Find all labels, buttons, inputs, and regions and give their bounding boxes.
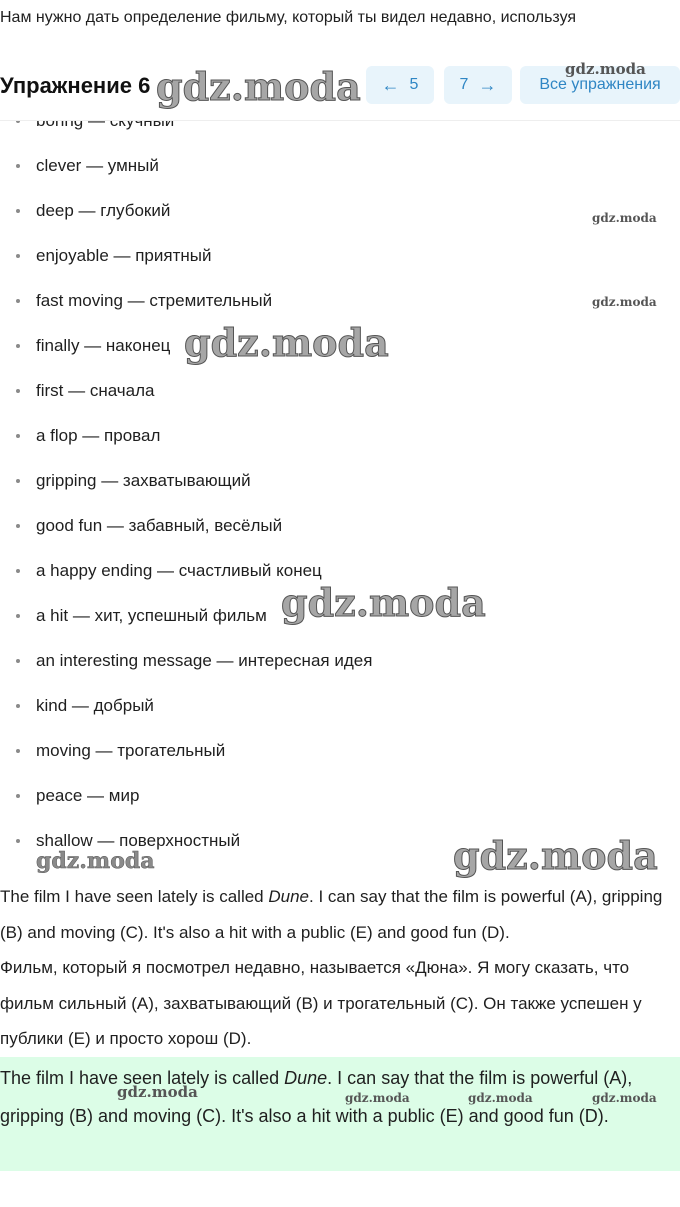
vocab-entry: finally — наконец [36,336,171,355]
watermark: gdz.moda [184,320,389,365]
film-title: Dune [284,1068,328,1088]
vocab-entry: a hit — хит, успешный фильм [36,606,267,625]
list-item [0,458,680,503]
list-item [0,188,680,233]
vocab-entry: a happy ending — счастливый конец [36,561,322,580]
bullet [16,299,20,303]
arrow-right-icon: → [478,75,497,95]
list-item [0,233,680,278]
text-segment: The film I have seen lately is called [0,887,269,906]
bullet [16,569,20,573]
vocab-entry: kind — добрый [36,696,154,715]
vocabulary-list [0,98,680,863]
watermark: gdz.moda [592,295,657,309]
bullet [16,389,20,393]
watermark: gdz.moda [36,848,155,874]
vocab-entry: good fun — забавный, весёлый [36,516,283,535]
vocab-entry: clever — умный [36,156,159,175]
watermark: gdz.moda [565,60,646,78]
prev-exercise-label: 5 [409,76,419,93]
vocab-entry: enjoyable — приятный [36,246,212,265]
answer-text [0,1059,676,1135]
bullet [16,164,20,168]
answer-paragraph-english [0,879,680,950]
list-item [0,413,680,458]
watermark: gdz.moda [281,580,486,625]
bullet [16,749,20,753]
vocab-entry: fast moving — стремительный [36,291,273,310]
answer-highlight-box [0,1057,680,1171]
list-item [0,773,680,818]
watermark: gdz.moda [345,1091,410,1105]
text-segment: . I can say that the film is powerful (A), gripping (B) and moving (C). It's also a hit with a public (E) and good fun (D). [0,1068,633,1126]
vocab-entry: gripping — захватывающий [36,471,251,490]
list-item [0,503,680,548]
list-item [0,278,680,323]
watermark: gdz.moda [117,1083,198,1101]
vocab-entry: an interesting message — интересная идея [36,651,373,670]
bullet [16,659,20,663]
all-exercises-label: Все упражнения [539,76,661,93]
list-item [0,143,680,188]
list-item [0,728,680,773]
intro-text: Нам нужно дать определение фильму, который ты видел недавно, используя [0,9,577,26]
bullet [16,704,20,708]
watermark: gdz.moda [468,1091,533,1105]
vocab-entry: a flop — провал [36,426,161,445]
list-item [0,368,680,413]
bullet [16,524,20,528]
watermark: gdz.moda [453,833,658,878]
next-exercise-label: 7 [459,76,469,93]
bullet [16,254,20,258]
bullet [16,434,20,438]
prev-exercise-button[interactable] [366,66,434,104]
bullet [16,614,20,618]
vocab-entry: peace — мир [36,786,140,805]
watermark: gdz.moda [592,1091,657,1105]
vocab-entry: first — сначала [36,381,155,400]
bullet [16,794,20,798]
arrow-left-icon: ← [381,75,400,95]
bullet [16,839,20,843]
bullet [16,344,20,348]
bullet [16,479,20,483]
next-exercise-button[interactable] [444,66,512,104]
list-item [0,638,680,683]
vocab-entry: shallow — поверхностный [36,831,241,850]
page-title: Упражнение 6 [0,73,151,98]
bullet [16,209,20,213]
answer-paragraph-russian: Фильм, который я посмотрел недавно, называется «Дюна». Я могу сказать, что фильм сильный (A), захватывающий (B) и трогательный (C). Он также успешен у публики (E) и просто хорош (D). [0,958,642,1048]
text-segment: The film I have seen lately is called [0,1068,285,1088]
watermark: gdz.moda [592,211,657,225]
vocab-entry: deep — глубокий [36,201,171,220]
text-segment: . I can say that the film is powerful (A), gripping (B) and moving (C). It's also a hit with a public (E) and good fun (D). [0,887,663,942]
vocab-entry: moving — трогательный [36,741,226,760]
watermark: gdz.moda [156,64,361,109]
film-title: Dune [268,887,309,906]
list-item [0,683,680,728]
